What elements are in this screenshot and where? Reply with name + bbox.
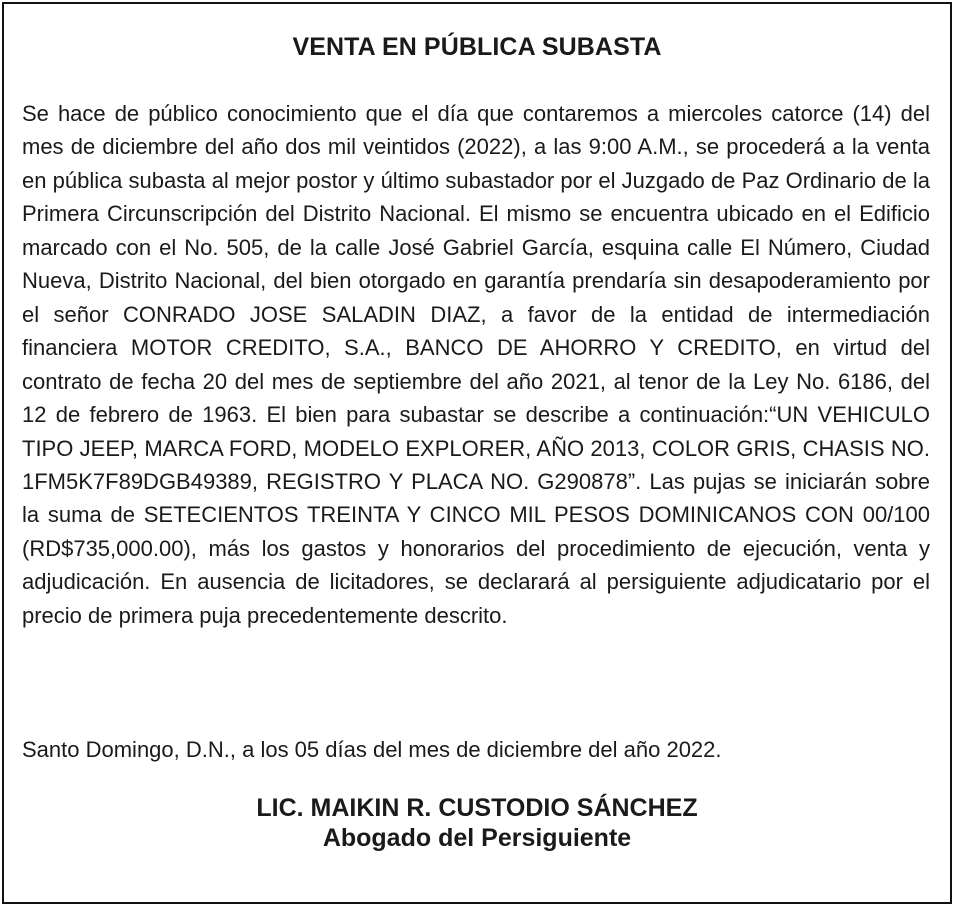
notice-title: VENTA EN PÚBLICA SUBASTA	[292, 33, 662, 61]
legal-notice-frame	[2, 2, 952, 904]
notice-closing-date: Santo Domingo, D.N., a los 05 días del mes de diciembre del año 2022.	[22, 737, 722, 762]
signature-block	[4, 793, 950, 853]
notice-body: Se hace de público conocimiento que el día que contaremos a miercoles catorce (14) del mes de diciembre del año dos mil veintidos (2022), a las 9:00 A.M., se procederá a la venta en pública subasta al mejor postor y último subastador por el Juzgado de Paz Ordinario de la Primera Circunscripción del Distrito Nacional. El mismo se encuentra ubicado en el Edificio marcado con el No. 505, de la calle José Gabriel García, esquina calle El Número, Ciudad Nueva, Distrito Nacional, del bien otorgado en garantía prendaría sin desapoderamiento por el señor CONRADO JOSE SALADIN DIAZ, a favor de la entidad de intermediación financiera MOTOR CREDITO, S.A., BANCO DE AHORRO Y CREDITO, en virtud del contrato de fecha 20 del mes de septiembre del año 2021, al tenor de la Ley No. 6186, del 12 de febrero de 1963. El bien para subastar se describe a continuación:“UN VEHICULO TIPO JEEP, MARCA FORD, MODELO EXPLORER, AÑO 2013, COLOR GRIS, CHASIS NO. 1FM5K7F89DGB49389, REGISTRO Y PLACA NO. G290878”. Las pujas se iniciarán sobre la suma de SETECIENTOS TREINTA Y CINCO MIL PESOS DOMINICANOS CON 00/100 (RD$735,000.00), más los gastos y honorarios del procedimiento de ejecución, venta y adjudicación. En ausencia de licitadores, se declarará al persiguiente adjudicatario por el precio de primera puja precedentemente descrito.	[22, 101, 930, 628]
signature-name: LIC. MAIKIN R. CUSTODIO SÁNCHEZ	[256, 794, 698, 822]
signature-role: Abogado del Persiguiente	[322, 824, 632, 852]
